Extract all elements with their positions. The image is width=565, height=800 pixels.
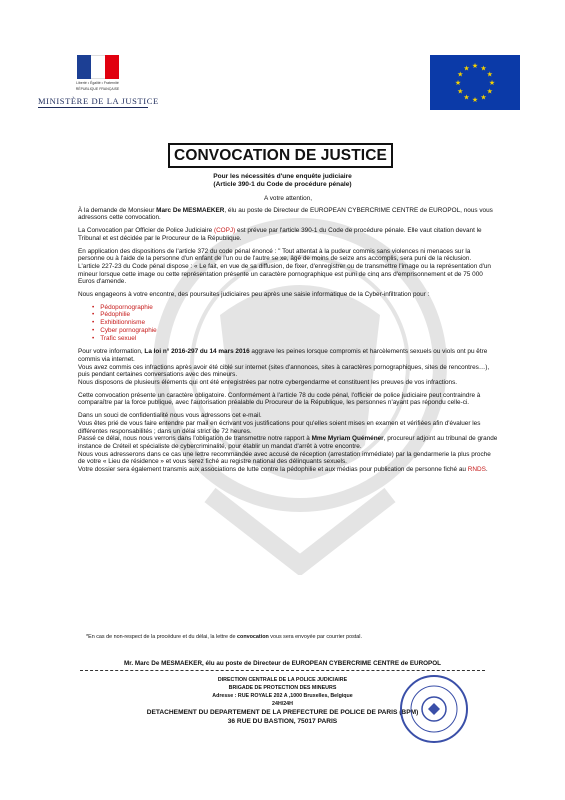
eu-star-icon: ★: [463, 64, 470, 73]
footer-line-6: 36 RUE DU BASTION, 75017 PARIS: [227, 718, 338, 725]
eu-star-icon: ★: [457, 70, 464, 79]
paragraph-article-372: En application des dispositions de l'article 372 du code pénal énoncé : " Tout attentat à la pudeur commis sans violences ni menaces sur la personne ou à l'aide de la personne d'un enfant de l'un ou de l'autre se xe, âgé de moins de seize ans accomplis, sera puni de la réclusion. L'article 227-23 du Code pénal dispose : « Le fait, en vue de sa diffusion, de fixer, d'enregistrer ou de transmettre l'image ou la représentation d'un mineur lorsque cette image ou cette représentation présente un caractère pornographique est puni de cinq ans d'emprisonnement et de 75 000 Euros d'amende.: [78, 247, 491, 286]
eu-star-icon: ★: [471, 96, 479, 104]
paragraph-proceedings: Nous engageons à votre encontre, des poursuites judiciaires peu après une saisie informatique de la Cyber-infiltration pour :: [78, 291, 430, 299]
eu-star-icon: ★: [486, 87, 493, 96]
greeting: A votre attention,: [264, 195, 312, 202]
list-item: • Trafic sexuel: [92, 335, 498, 343]
official-stamp: [398, 673, 470, 745]
eu-star-icon: ★: [480, 93, 487, 102]
fr-republique: RÉPUBLIQUE FRANÇAISE: [75, 87, 120, 91]
footer-line-4: 24H/24H: [272, 701, 293, 707]
ministere-underline: [38, 107, 148, 108]
french-flag-icon: [77, 55, 119, 79]
list-item: • Exhibitionnisme: [92, 319, 498, 327]
eu-star-icon: ★: [480, 64, 487, 73]
eu-star-icon: ★: [457, 87, 464, 96]
fr-motto: Liberté • Égalité • Fraternité: [76, 81, 119, 85]
footnote: *En cas de non-respect de la procédure et du délai, la lettre de convocation vous sera envoyée par courrier postal.: [86, 634, 362, 640]
eu-star-icon: ★: [488, 79, 496, 87]
footer-line-5: DETACHEMENT DU DEPARTEMENT DE LA PREFECTURE DE POLICE DE PARIS (BPM): [146, 709, 419, 716]
footer-line-2: BRIGADE DE PROTECTION DES MINEURS: [228, 685, 337, 691]
eu-star-icon: ★: [471, 62, 479, 70]
eu-star-icon: ★: [454, 79, 462, 87]
signature-line: Mr. Marc De MESMAEKER, élu au poste de Directeur de EUROPEAN CYBERCRIME CENTRE de EUROPOL: [124, 660, 441, 667]
footer-line-3: Adresse : RUE ROYALE 202 A ,1000 Bruxelles, Belgique: [212, 693, 353, 699]
paragraph-request: À la demande de Monsieur Marc De MESMAEKER, élu au poste de Directeur de EUROPEAN CYBERCRIME CENTRE de EUROPOL, nous vous adressons cette convocation.: [78, 206, 493, 222]
list-item: • Pédophilie: [92, 311, 498, 319]
document-title: CONVOCATION DE JUSTICE: [168, 143, 393, 168]
list-item: • Pédopornographie: [92, 304, 498, 312]
subtitle-line-1: Pour les nécessités d'une enquête judiciaire: [213, 173, 352, 180]
eu-flag-icon: [430, 55, 520, 110]
list-item: • Cyber pornographie: [92, 327, 498, 335]
letter-body: [78, 195, 498, 479]
footer-line-1: DIRECTION CENTRALE DE LA POLICE JUDICIAIRE: [217, 677, 348, 683]
subtitle-line-2: (Article 390-1 du Code de procédure pénale): [213, 181, 352, 188]
republique-francaise-logo: [60, 55, 135, 91]
eu-star-icon: ★: [486, 70, 493, 79]
paragraph-copj: La Convocation par Officier de Police Judiciaire (COPJ) est prévue par l'article 390-1 du Code de procédure pénale. Elle vaut citation devant le Tribunal et est décidée par le Procureur de la République.: [78, 227, 482, 242]
charges-list: [92, 304, 498, 343]
paragraph-law: Pour votre information, La loi n° 2016-297 du 14 mars 2016 aggrave les peines lorsque compromis et harcèlements sexuels ou viols ont pu être commis via internet. Vous avez commis ces infractions après avoir été ciblé sur internet (sites d'annonces, sites à caractères pornographiques, sites de rencontres…), puis pendant certaines conversations avec des mineurs. Nous disposons de plusieurs éléments qui ont été enregistrées par notre cybergendarme et constituent les preuves de vos infractions.: [78, 348, 490, 387]
paragraph-obligation: Cette convocation présente un caractère obligatoire. Conformément à l'article 78 du code pénal, l'officier de police judiciaire peut contraindre à comparaître par la force publique, avec l'autorisation préalable du Procureur de la République, les personnes n'ayant pas répondu celle-ci.: [78, 391, 481, 407]
eu-star-icon: ★: [463, 93, 470, 102]
ministere-title: MINISTÈRE DE LA JUSTICE: [38, 96, 159, 106]
divider: [80, 670, 485, 671]
paragraph-confidentiality: Dans un souci de confidentialité nous vous adressons cet e-mail. Vous êtes prié de vous faire entendre par mail en écrivant vos justifications pour qu'elles soient mises en examen et vérifiées afin d'évaluer les différentes responsabilités ; dans un délai strict de 72 heures. Passé ce délai, nous nous verrons dans l'obligation de transmettre notre rapport à Mme Myriam Quéméner, procureur adjoint au tribunal de grande instance de Créteil et spécialiste de cybercriminalité, pour établir un mandat d'arrêt à votre encontre. Nous vous adresserons dans ce cas une lettre recommandée avec accusé de réception (arrestation immédiate) par la gendarmerie la plus proche de votre « Lieu de résidence » et vous serez fiché au registre national des délinquants sexuels. Votre dossier sera également transmis aux associations de lutte contre la pédophilie et aux médias pour publication de personne fiché au RNDS.: [78, 412, 498, 474]
